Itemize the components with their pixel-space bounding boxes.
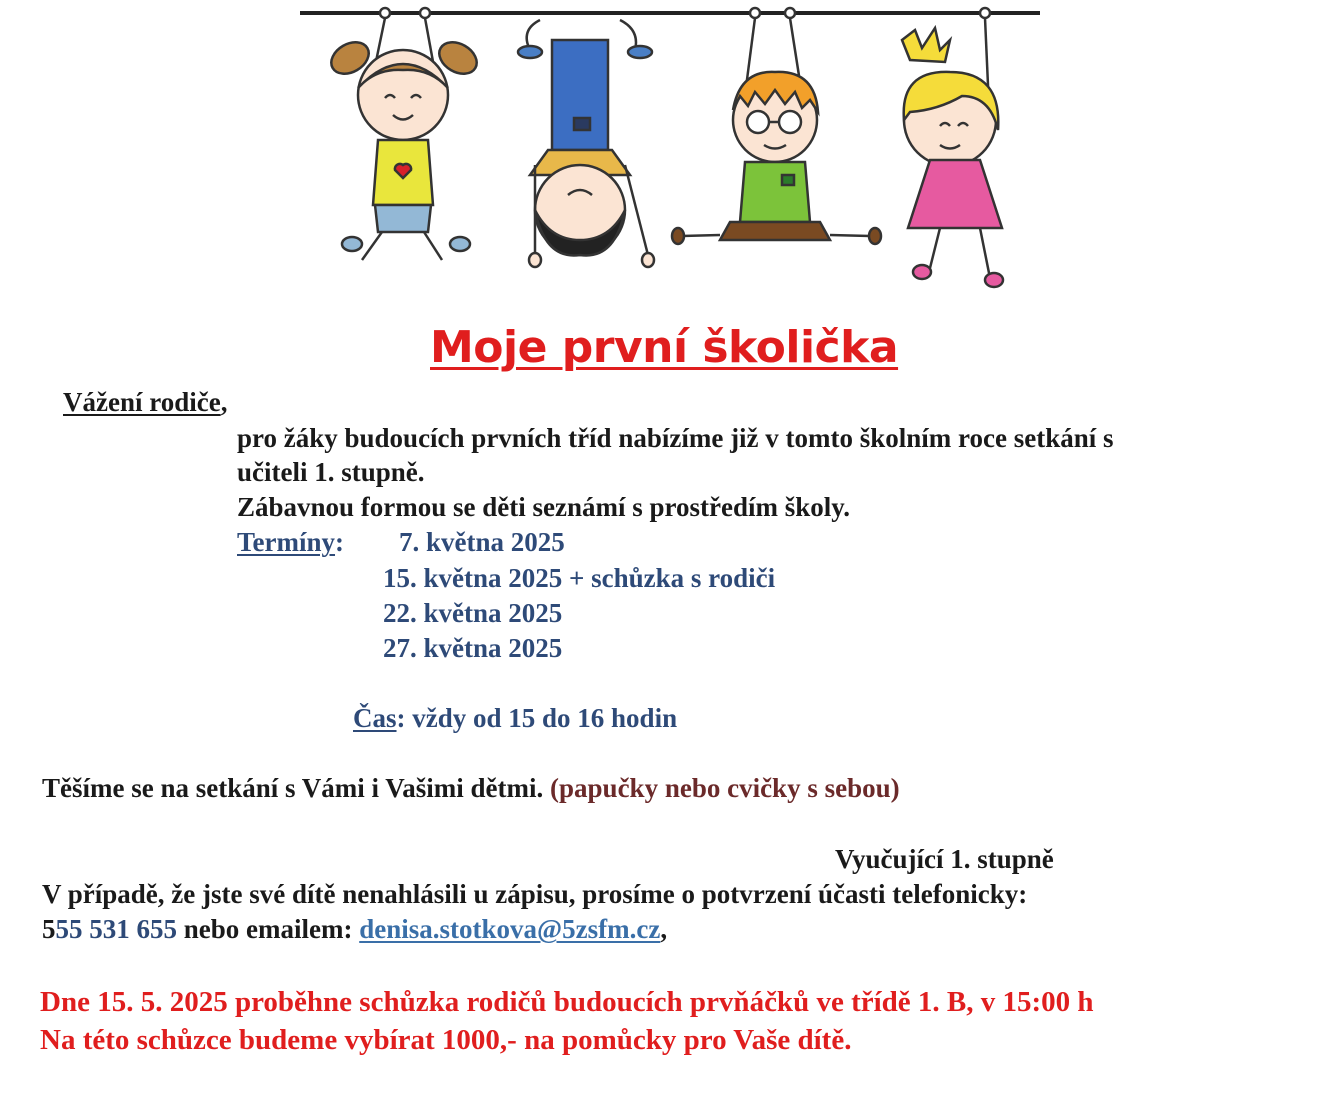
boy-glasses-figure [672, 8, 881, 244]
date-item: 7. května 2025 [399, 527, 565, 557]
email-suffix: , [660, 914, 668, 944]
email-link[interactable]: denisa.stotkova@5zsfm.cz [359, 914, 661, 944]
intro-line-1: pro žáky budoucích prvních tříd nabízíme již v tomto školním roce setkání s [237, 423, 1114, 453]
closing-line [42, 772, 900, 804]
greeting-comma: , [220, 387, 228, 417]
phone-number: 55 531 655 [55, 914, 177, 944]
time-info [353, 702, 677, 734]
date-item: 22. května 2025 [383, 598, 563, 628]
boy-upside-down-figure [518, 20, 654, 267]
greeting-text: Vážení rodiče [63, 387, 221, 417]
intro-line-2: učiteli 1. stupně. [237, 457, 425, 487]
date-item: 15. května 2025 + schůzka s rodiči [383, 563, 776, 593]
meeting-notice-line-1: Dne 15. 5. 2025 proběhne schůzka rodičů budoucích prvňáčků ve třídě 1. B, v 15:00 h [40, 986, 1094, 1018]
closing-text: Těšíme se na setkání s Vámi i Vašimi dětmi. [42, 773, 544, 803]
meeting-notice-line-2: Na této schůzce budeme vybírat 1000,- na pomůcky pro Vaše dítě. [40, 1024, 852, 1056]
signature: Vyučující 1. stupně [835, 844, 1054, 874]
closing-note: (papučky nebo cvičky s sebou) [550, 773, 900, 803]
kids-hanging-illustration [290, 0, 1050, 292]
phone-prefix: 5 [42, 914, 56, 944]
terms-label-text: Termíny [237, 527, 336, 557]
contact-details [42, 913, 667, 945]
page-title: Moje první školička [430, 322, 899, 373]
contact-line: V případě, že jste své dítě nenahlásili u zápisu, prosíme o potvrzení účasti telefonicky: [42, 879, 1028, 909]
blonde-girl-figure [902, 8, 1003, 287]
date-item: 27. května 2025 [383, 633, 563, 663]
terms-colon: : [335, 527, 345, 557]
girl-pigtails-figure [326, 8, 483, 260]
terms-label [237, 526, 344, 558]
intro-line-3: Zábavnou formou se děti seznámí s prostředím školy. [237, 492, 851, 522]
email-prefix: nebo emailem: [183, 914, 353, 944]
time-value: : vždy od 15 do 16 hodin [396, 703, 678, 733]
greeting [63, 386, 227, 418]
time-label: Čas [353, 703, 397, 733]
